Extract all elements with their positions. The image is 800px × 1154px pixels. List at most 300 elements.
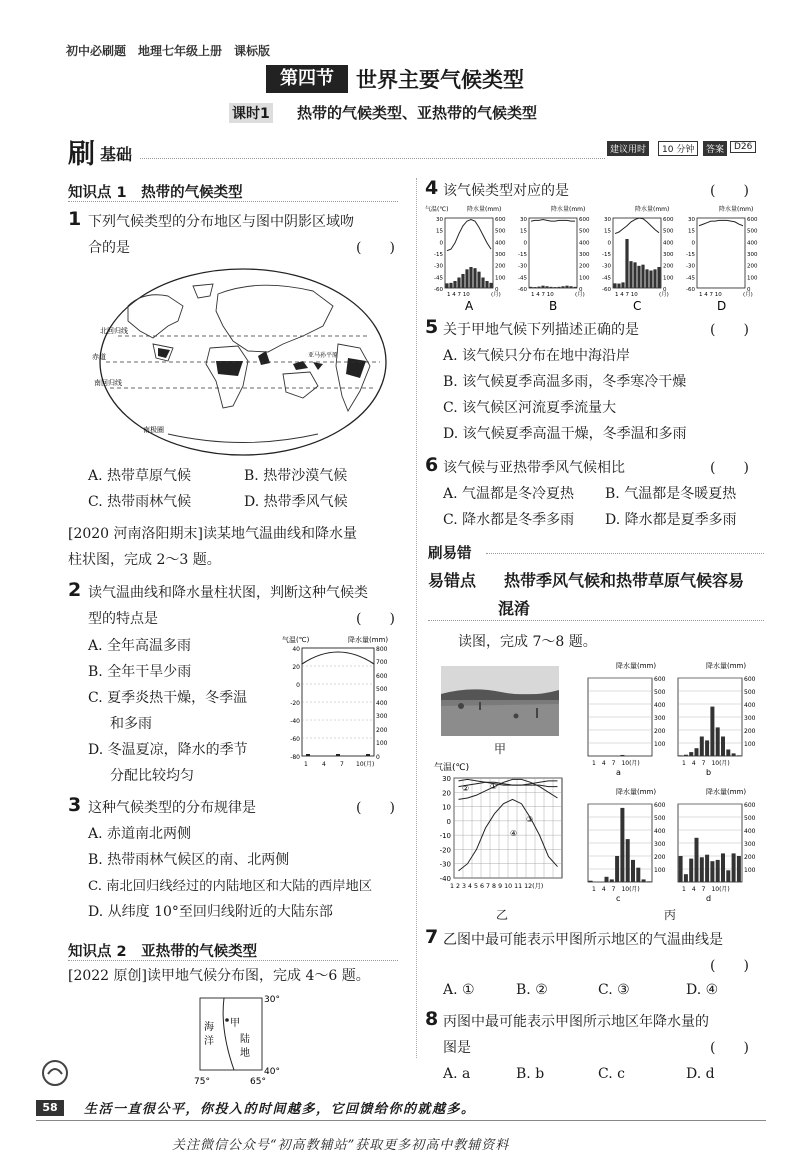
q4-yl-3-2: 0	[691, 240, 695, 247]
book-title: 初中必刷题 地理七年级上册 课标版	[66, 44, 271, 58]
q4-bar-1-7	[557, 287, 560, 288]
q6-number: 6	[425, 454, 439, 476]
q4-label-1: B	[549, 299, 558, 313]
bing-yr-3-4: 200	[744, 854, 756, 861]
q4-yr-0-1: 500	[495, 228, 506, 235]
chart-yi-temp-label: 气温(℃)	[434, 763, 470, 773]
chart-q2-yl-4: -40	[290, 718, 300, 725]
q4-yl-0-2: 0	[439, 240, 443, 247]
bing-prec-label-2: 降水量(mm)	[616, 788, 657, 796]
q2-option-d-cont: 分配比较均匀	[110, 768, 194, 784]
q4-yr-3-1: 500	[747, 228, 758, 235]
q7-option-c[interactable]: C. ③	[598, 982, 630, 998]
bing-bar-3-9	[726, 870, 730, 882]
yicuo-label: 刷易错	[428, 546, 472, 562]
bing-bar-2-5	[615, 856, 619, 882]
q4-stem: 该气候类型对应的是	[443, 183, 569, 199]
q7-option-d[interactable]: D. ④	[686, 982, 719, 998]
bing-yr-3-2: 400	[744, 828, 756, 835]
yi-curve-label-1: ②	[462, 784, 470, 793]
brand-shua: 刷	[68, 139, 95, 170]
bing-yr-1-2: 400	[744, 702, 756, 709]
bing-yr-1-3: 300	[744, 715, 756, 722]
q2-option-a[interactable]: A. 全年高温多雨	[88, 638, 192, 654]
answer-label: 答案	[703, 141, 727, 156]
label-jia: 甲	[494, 742, 507, 756]
q4-prec-label-1: 降水量(mm)	[551, 206, 586, 213]
intro-23-line2: 柱状图，完成 2～3 题。	[68, 552, 221, 568]
map-land-2: 地	[240, 1048, 250, 1059]
bing-x-1: 1 4 7 10(月)	[682, 760, 730, 767]
q7-answer-paren[interactable]: ( )	[710, 958, 749, 974]
footer-rule	[36, 1120, 766, 1121]
bing-yr-0-5: 100	[654, 741, 666, 748]
q7-option-b[interactable]: B. ②	[516, 982, 548, 998]
q4-yr-2-5: 100	[663, 275, 674, 282]
yicuo-title-1: 热带季风气候和热带草原气候容易	[504, 571, 745, 590]
map-land-1: 陆	[240, 1034, 250, 1045]
yicuo-underline	[428, 620, 764, 621]
q1-number: 1	[68, 208, 82, 230]
q4-yl-3-1: 15	[688, 228, 695, 235]
q4-yr-1-3: 300	[579, 252, 590, 258]
footer-motto: 生活一直很公平，你投入的时间越多，它回馈给你的就越多。	[84, 1102, 476, 1117]
bing-bar-1-1	[684, 755, 688, 756]
q4-yl-2-2: 0	[607, 240, 611, 247]
yi-yl-0: 30	[442, 775, 451, 783]
bing-bar-3-10	[732, 853, 736, 882]
q6-answer-paren[interactable]: ( )	[710, 460, 749, 476]
q3-option-c[interactable]: C. 南北回归线经过的内陆地区和大陆的西岸地区	[88, 879, 373, 894]
kp1-underline	[68, 201, 398, 202]
column-divider	[416, 178, 417, 1058]
bing-yr-3-5: 100	[744, 867, 756, 874]
q4-xunit-1: (月)	[575, 292, 585, 298]
q4-xunit-2: (月)	[659, 292, 669, 298]
bing-bar-3-8	[721, 853, 725, 882]
bing-bar-1-9	[726, 750, 730, 757]
q4-temp-line-3	[699, 220, 743, 225]
q2-answer-paren[interactable]: ( )	[356, 611, 395, 627]
bing-bar-2-4	[610, 879, 614, 882]
q4-yl-2-6: -60	[602, 287, 611, 293]
q4-bar-1-6	[553, 287, 556, 288]
logo-icon	[38, 1058, 72, 1088]
yicuo-point-label: 易错点	[428, 571, 477, 590]
q5-stem: 关于甲地气候下列描述正确的是	[443, 322, 639, 338]
map-sea-2: 洋	[204, 1036, 214, 1047]
q4-bar-1-8	[561, 286, 564, 288]
q4-bar-2-11	[657, 267, 660, 288]
q4-bar-0-0	[445, 283, 448, 288]
q4-bar-0-5	[465, 269, 468, 288]
q4-answer-paren[interactable]: ( )	[710, 183, 749, 199]
bing-x-3: 1 4 7 10(月)	[682, 886, 730, 893]
q5-option-b[interactable]: B. 该气候夏季高温多雨，冬季寒冷干燥	[443, 374, 687, 390]
q4-yl-0-0: 30	[436, 217, 443, 223]
q4-temp-label: 气温(℃)	[425, 206, 449, 213]
chart-q2-temp-label: 气温(℃)	[282, 636, 310, 644]
q8-option-d[interactable]: D. d	[686, 1066, 715, 1082]
label-bing: 丙	[664, 908, 677, 922]
q4-x-1: 1 4 7 10	[531, 292, 554, 298]
q4-yr-0-2: 400	[495, 240, 506, 247]
kp1-title: 知识点 1 热带的气候类型	[68, 185, 243, 201]
bing-bar-1-4	[700, 737, 704, 757]
q4-bar-0-1	[449, 283, 452, 288]
q1-answer-paren[interactable]: ( )	[356, 240, 395, 256]
q4-bar-2-0	[613, 283, 616, 288]
bing-bar-1-10	[732, 753, 736, 756]
q3-answer-paren[interactable]: ( )	[356, 800, 395, 816]
q5-answer-paren[interactable]: ( )	[710, 322, 749, 338]
bing-bar-1-7	[716, 727, 720, 756]
chart-q2-x-2: 7	[340, 761, 344, 768]
yi-yl-7: -40	[439, 875, 451, 883]
q4-yl-0-3: -15	[434, 252, 443, 258]
bing-bar-1-3	[695, 748, 699, 756]
q4-number: 4	[425, 177, 439, 199]
chart-q2	[282, 634, 402, 774]
q4-yl-2-1: 15	[604, 228, 611, 235]
yi-yl-4: -10	[439, 832, 451, 841]
q4-yl-3-4: -30	[686, 263, 695, 270]
q4-yl-1-5: -45	[518, 275, 527, 282]
q4-yr-0-6: 0	[495, 287, 499, 293]
q4-yl-3-5: -45	[686, 275, 695, 282]
yi-yl-3: 0	[446, 817, 451, 826]
bing-bar-3-3	[695, 838, 699, 882]
q4-yl-1-1: 15	[520, 228, 527, 235]
map-lon-right: 65°	[250, 1077, 266, 1087]
q4-bar-2-6	[637, 266, 640, 288]
map-place-jia: 甲	[230, 1018, 240, 1029]
q4-prec-label-3: 降水量(mm)	[719, 206, 754, 213]
q8-stem-2: 图是	[443, 1040, 471, 1056]
q4-yr-3-6: 0	[747, 287, 751, 293]
chart-q2-yl-3: -20	[290, 700, 300, 707]
q3-stem: 这种气候类型的分布规律是	[88, 800, 256, 816]
map-lon-left: 75°	[194, 1077, 210, 1087]
q4-bar-2-1	[617, 284, 620, 288]
q4-bar-1-3	[541, 286, 544, 288]
q4-label-0: A	[465, 299, 474, 313]
chart-yi	[430, 760, 580, 895]
q3-option-a[interactable]: A. 赤道南北两侧	[88, 826, 192, 842]
q4-frame-3	[697, 218, 745, 288]
q4-bar-1-1	[533, 287, 536, 288]
bing-name-3: d	[706, 894, 712, 903]
yi-yl-1: 20	[442, 789, 451, 798]
yi-yl-2: 10	[442, 803, 451, 812]
q4-yr-0-5: 100	[495, 275, 506, 282]
map-lat-bottom: 40°	[264, 1067, 280, 1077]
q6-option-b[interactable]: B. 气温都是冬暖夏热	[605, 486, 737, 502]
bing-prec-label-0: 降水量(mm)	[616, 662, 657, 670]
q4-yl-1-6: -60	[518, 287, 527, 293]
section-title: 世界主要气候类型	[356, 68, 524, 92]
yi-curve-label-0: ①	[490, 782, 498, 791]
q8-option-a[interactable]: A. a	[443, 1066, 471, 1082]
q4-bar-0-8	[477, 272, 480, 288]
bing-yr-2-5: 100	[654, 867, 666, 874]
q4-bar-1-4	[545, 286, 548, 288]
q4-yr-0-4: 200	[495, 263, 506, 270]
time-value: 10 分钟	[658, 141, 698, 156]
q7-stem: 乙图中最可能表示甲图所示地区的气温曲线是	[443, 932, 723, 948]
q4-yl-1-0: 30	[520, 217, 527, 223]
chart-q2-yr-5: 300	[376, 713, 388, 720]
q4-bar-1-0	[529, 287, 532, 288]
q4-bar-2-3	[625, 239, 628, 288]
brand-rule	[140, 158, 605, 159]
section-tag: 第四节	[266, 65, 348, 93]
chart-q2-yr-1: 700	[376, 659, 388, 666]
q6-option-c[interactable]: C. 降水都是冬季多雨	[443, 512, 575, 528]
q5-option-d[interactable]: D. 该气候夏季高温干燥，冬季温和多雨	[443, 426, 687, 442]
q4-yl-1-2: 0	[523, 240, 527, 247]
bing-yr-1-1: 500	[744, 689, 756, 696]
q4-bar-1-2	[537, 287, 540, 288]
chart-q2-yl-5: -60	[290, 736, 300, 743]
q3-option-b[interactable]: B. 热带雨林气候区的南、北两侧	[88, 852, 290, 868]
bing-yr-2-3: 300	[654, 841, 666, 848]
q3-option-d[interactable]: D. 从纬度 10°至回归线附近的大陆东部	[88, 904, 333, 920]
bing-yr-0-0: 600	[654, 676, 666, 683]
q4-bar-0-6	[469, 267, 472, 288]
q4-bar-2-5	[633, 262, 636, 288]
q5-number: 5	[425, 316, 439, 338]
q4-xunit-3: (月)	[743, 292, 753, 298]
q4-temp-line-2	[615, 218, 659, 234]
q4-bar-2-2	[621, 282, 624, 288]
chart-q2-yr-7: 100	[376, 740, 388, 747]
bing-bar-2-0	[589, 881, 593, 882]
bing-bar-3-4	[700, 857, 704, 882]
map-label-tropic-s: 南回归线	[94, 379, 122, 387]
q4-yr-1-0: 600	[579, 217, 590, 223]
time-label: 建议用时	[607, 141, 649, 156]
q4-yr-3-3: 300	[747, 252, 758, 258]
yi-yl-5: -20	[439, 846, 451, 855]
chart-q2-yr-0: 800	[376, 646, 388, 653]
q4-bar-2-7	[641, 265, 644, 288]
q2-option-b[interactable]: B. 全年干旱少雨	[88, 664, 192, 680]
q4-bar-1-9	[565, 286, 568, 288]
q4-label-2: C	[633, 299, 642, 313]
map-q46	[190, 990, 295, 1086]
answer-page: D26	[730, 141, 756, 153]
q4-yl-3-0: 30	[688, 217, 695, 223]
bing-bar-3-11	[737, 856, 741, 882]
bing-bar-0-6	[620, 755, 624, 756]
q4-yl-2-4: -30	[602, 263, 611, 270]
q4-bar-1-11	[573, 287, 576, 288]
bing-bar-2-6	[620, 808, 624, 882]
q4-bar-0-7	[473, 268, 476, 288]
q4-yr-1-2: 400	[579, 240, 590, 247]
q4-xunit-0: (月)	[491, 292, 501, 298]
bing-yr-0-3: 300	[654, 715, 666, 722]
q1-option-c[interactable]: C. 热带雨林气候	[88, 494, 192, 510]
bing-yr-1-0: 600	[744, 676, 756, 683]
q6-option-d[interactable]: D. 降水都是夏季多雨	[605, 512, 737, 528]
q1-stem: 下列气候类型的分布地区与图中阴影区域吻	[88, 214, 354, 230]
bing-bar-2-10	[642, 879, 646, 882]
q4-yl-0-6: -60	[434, 287, 443, 293]
chart-q2-yr-8: 0	[376, 754, 380, 761]
chart-q2-yr-2: 600	[376, 673, 388, 680]
chart-q2-x-1: 4	[322, 761, 326, 768]
q8-stem: 丙图中最可能表示甲图所示地区年降水量的	[443, 1014, 709, 1030]
yi-curve-label-3: ④	[510, 829, 518, 838]
bing-bar-3-7	[716, 860, 720, 882]
photo-jia	[441, 666, 559, 736]
q6-option-a[interactable]: A. 气温都是冬冷夏热	[443, 486, 575, 502]
map-label-polar: 南极圈	[143, 426, 164, 434]
q4-yr-2-2: 400	[663, 240, 674, 247]
q5-option-a[interactable]: A. 该气候只分布在地中海沿岸	[443, 348, 631, 364]
q4-yl-3-3: -15	[686, 252, 695, 258]
q4-bar-2-10	[653, 269, 656, 288]
bing-bar-3-0	[679, 856, 683, 882]
q4-yr-2-6: 0	[663, 287, 667, 293]
q4-prec-label-0: 降水量(mm)	[467, 206, 502, 213]
q4-bar-2-9	[649, 271, 652, 289]
bing-yr-0-1: 500	[654, 689, 666, 696]
bing-bar-1-6	[710, 707, 714, 756]
q2-option-c-cont: 和多雨	[110, 716, 152, 732]
map-label-sea: 亚马孙平原	[308, 352, 339, 359]
q4-yr-0-3: 300	[495, 252, 506, 258]
q4-bar-1-10	[569, 286, 572, 288]
bing-bar-1-5	[705, 740, 709, 756]
kp2-title: 知识点 2 亚热带的气候类型	[68, 944, 258, 960]
q4-yl-0-1: 15	[436, 228, 443, 235]
q4-yl-0-5: -45	[434, 275, 443, 282]
q4-temp-line-1	[531, 220, 575, 222]
bing-bar-2-7	[626, 839, 630, 882]
bing-yr-1-5: 100	[744, 741, 756, 748]
q4-yr-2-0: 600	[663, 217, 674, 223]
world-map	[92, 266, 388, 458]
bing-bar-2-9	[636, 868, 640, 882]
q4-yl-1-4: -30	[518, 263, 527, 270]
lesson-title: 热带的气候类型、亚热带的气候类型	[297, 104, 538, 122]
q1-option-d[interactable]: D. 热带季风气候	[244, 494, 348, 510]
q1-stem-2: 合的是	[88, 240, 130, 256]
q4-yr-3-5: 100	[747, 275, 758, 282]
q1-option-a[interactable]: A. 热带草原气候	[88, 468, 192, 484]
q4-yl-2-5: -45	[602, 275, 611, 282]
chart-q2-yl-0: 40	[292, 646, 300, 653]
q4-prec-label-2: 降水量(mm)	[635, 206, 670, 213]
q4-bar-0-3	[457, 278, 460, 289]
chart-q2-x-3: 10(月)	[356, 761, 375, 768]
q4-yl-2-0: 30	[604, 217, 611, 223]
kp2-underline	[68, 960, 398, 961]
chart-bing	[580, 656, 766, 908]
q4-yl-2-3: -15	[602, 252, 611, 258]
q5-option-c[interactable]: C. 该气候区河流夏季流量大	[443, 400, 617, 416]
q1-option-b[interactable]: B. 热带沙漠气候	[244, 468, 348, 484]
chart-q2-yl-2: 0	[296, 682, 300, 689]
q4-label-3: D	[717, 299, 727, 313]
q8-option-b[interactable]: B. b	[516, 1066, 545, 1082]
bing-yr-0-4: 200	[654, 728, 666, 735]
q4-yr-0-0: 600	[495, 217, 506, 223]
bing-bar-3-6	[710, 861, 714, 882]
q4-yr-3-4: 200	[747, 263, 758, 270]
q4-yr-1-5: 100	[579, 275, 590, 282]
page-number: 58	[36, 1100, 64, 1116]
q4-yl-1-3: -15	[518, 252, 527, 258]
q4-bar-0-11	[489, 283, 492, 288]
q7-option-a[interactable]: A. ①	[443, 982, 475, 998]
bing-bar-1-2	[689, 752, 693, 756]
map-label-tropic-n: 北回归线	[100, 327, 128, 335]
q8-number: 8	[425, 1008, 439, 1030]
bing-yr-2-1: 500	[654, 815, 666, 822]
q4-bar-2-4	[629, 261, 632, 288]
q4-yr-2-4: 200	[663, 263, 674, 270]
q4-yr-1-6: 0	[579, 287, 583, 293]
q4-x-0: 1 4 7 10	[447, 292, 470, 298]
q8-answer-paren[interactable]: ( )	[710, 1040, 749, 1056]
label-yi: 乙	[496, 908, 509, 922]
q4-frame-0	[445, 218, 493, 288]
bing-name-2: c	[616, 894, 621, 903]
q4-yr-3-0: 600	[747, 217, 758, 223]
q4-yr-3-2: 400	[747, 240, 758, 247]
bing-bar-2-8	[631, 860, 635, 882]
q4-bar-0-9	[481, 278, 484, 289]
q4-bar-0-2	[453, 281, 456, 288]
q4-bar-0-4	[461, 274, 464, 288]
bing-yr-2-4: 200	[654, 854, 666, 861]
chart-q2-yr-6: 200	[376, 727, 388, 734]
q4-temp-line-0	[447, 220, 491, 251]
q2-option-d[interactable]: D. 冬温夏凉，降水的季节	[88, 742, 248, 758]
yicuo-title-2: 混淆	[498, 599, 531, 618]
q4-yl-3-6: -60	[686, 287, 695, 293]
bing-bar-3-1	[684, 874, 688, 882]
brand-jichu: 基础	[100, 145, 133, 164]
bing-yr-1-4: 200	[744, 728, 756, 735]
q8-option-c[interactable]: C. c	[598, 1066, 625, 1082]
chart-q2-yl-6: -80	[290, 754, 300, 761]
map-sea-1: 海	[204, 1022, 214, 1033]
bing-prec-label-1: 降水量(mm)	[706, 662, 747, 670]
q2-option-c[interactable]: C. 夏季炎热干燥，冬季温	[88, 690, 248, 706]
chart-q2-x-0: 1	[304, 761, 308, 768]
intro-46: [2022 原创]读甲地气候分布图，完成 4～6 题。	[68, 968, 370, 984]
q4-frame-1	[529, 218, 577, 288]
q7-number: 7	[425, 926, 439, 948]
bing-name-1: b	[706, 768, 712, 777]
map-label-equator: 赤道	[92, 353, 106, 361]
bing-bar-3-2	[689, 859, 693, 882]
bing-bar-1-11	[737, 755, 741, 756]
bing-yr-3-1: 500	[744, 815, 756, 822]
q4-bar-0-10	[485, 281, 488, 288]
q4-yr-1-4: 200	[579, 263, 590, 270]
q4-yr-2-3: 300	[663, 252, 674, 258]
q4-yl-0-4: -30	[434, 263, 443, 270]
bing-name-0: a	[616, 768, 621, 777]
q2-number: 2	[68, 579, 82, 601]
bing-prec-label-3: 降水量(mm)	[706, 788, 747, 796]
